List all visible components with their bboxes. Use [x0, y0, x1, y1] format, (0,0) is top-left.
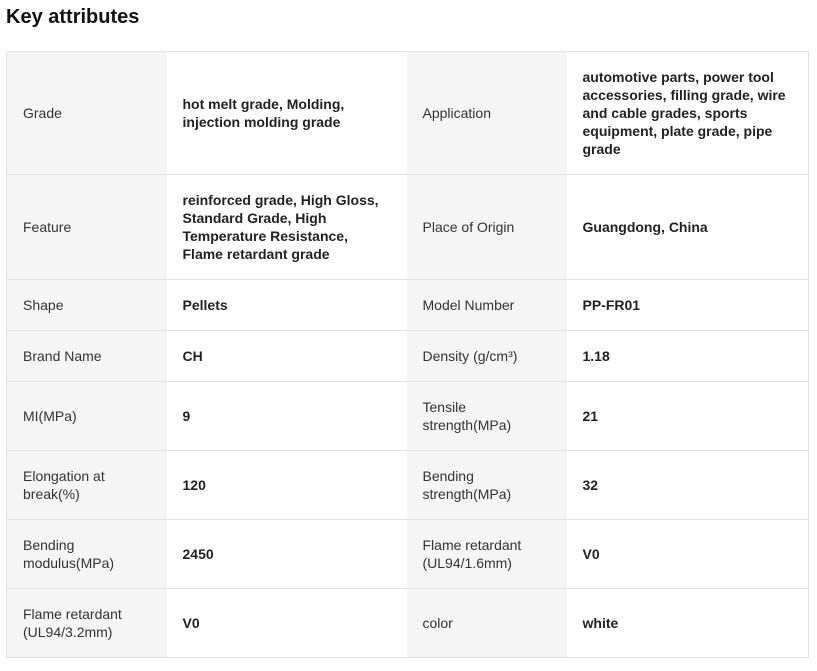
attribute-value: CH	[167, 331, 407, 382]
attribute-name: MI(MPa)	[7, 382, 167, 451]
attribute-value: automotive parts, power tool accessories, filling grade, wire and cable grades, sports equipment, plate grade, pipe grade	[567, 52, 809, 175]
attribute-value: 120	[167, 451, 407, 520]
attribute-value: 2450	[167, 520, 407, 589]
attribute-value: 32	[567, 451, 809, 520]
table-row	[7, 382, 809, 451]
attribute-value: 1.18	[567, 331, 809, 382]
attribute-value: Guangdong, China	[567, 175, 809, 280]
attribute-name: Flame retardant (UL94/1.6mm)	[407, 520, 567, 589]
table-row	[7, 451, 809, 520]
attribute-name: Elongation at break(%)	[7, 451, 167, 520]
table-row	[7, 175, 809, 280]
attribute-name: Tensile strength(MPa)	[407, 382, 567, 451]
section-title: Key attributes	[6, 6, 140, 28]
attribute-name: Grade	[7, 52, 167, 175]
attribute-value: reinforced grade, High Gloss, Standard Grade, High Temperature Resistance, Flame retardant grade	[167, 175, 407, 280]
attribute-name: Shape	[7, 280, 167, 331]
attribute-name: Flame retardant (UL94/3.2mm)	[7, 589, 167, 658]
attribute-value: PP-FR01	[567, 280, 809, 331]
attribute-name: color	[407, 589, 567, 658]
attribute-value: white	[567, 589, 809, 658]
attribute-name: Bending modulus(MPa)	[7, 520, 167, 589]
attribute-value: V0	[167, 589, 407, 658]
key-attributes-table	[6, 51, 809, 658]
attribute-name: Density (g/cm³)	[407, 331, 567, 382]
attribute-value: 21	[567, 382, 809, 451]
attribute-name: Feature	[7, 175, 167, 280]
attribute-name: Bending strength(MPa)	[407, 451, 567, 520]
attribute-name: Application	[407, 52, 567, 175]
attribute-name: Place of Origin	[407, 175, 567, 280]
attribute-name: Model Number	[407, 280, 567, 331]
attribute-value: hot melt grade, Molding, injection molding grade	[167, 52, 407, 175]
table-row	[7, 520, 809, 589]
table-row	[7, 52, 809, 175]
attribute-value: Pellets	[167, 280, 407, 331]
attribute-name: Brand Name	[7, 331, 167, 382]
attribute-value: V0	[567, 520, 809, 589]
attribute-value: 9	[167, 382, 407, 451]
table-row	[7, 331, 809, 382]
table-row	[7, 280, 809, 331]
table-row	[7, 589, 809, 658]
